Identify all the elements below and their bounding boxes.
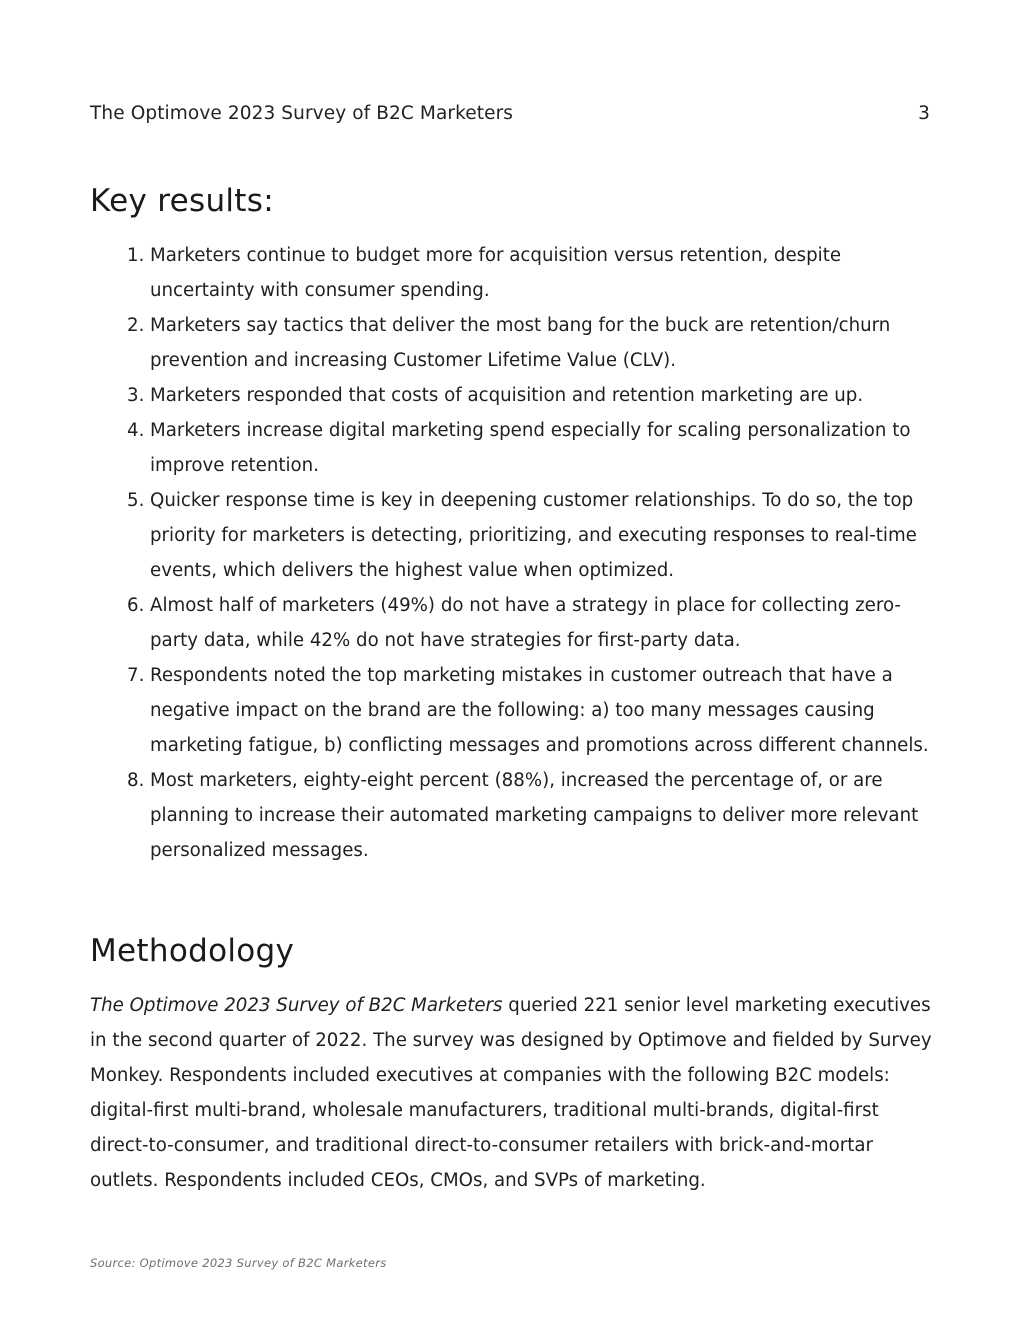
list-item-text: Marketers increase digital marketing spend especially for scaling personalization to improve retention. [150, 420, 911, 476]
list-item-number: 8. [127, 770, 145, 791]
methodology-paragraph [90, 988, 935, 1198]
source-note: Source: Optimove 2023 Survey of B2C Marketers [90, 1256, 387, 1270]
list-item [127, 658, 935, 763]
methodology-heading: Methodology [90, 933, 295, 969]
page-number: 3 [918, 103, 930, 124]
running-header [90, 103, 930, 124]
list-item-text: Marketers continue to budget more for acquisition versus retention, despite uncertainty with consumer spending. [150, 245, 842, 301]
list-item-text: Marketers say tactics that deliver the most bang for the buck are retention/churn prevention and increasing Customer Lifetime Value (CLV). [150, 315, 891, 371]
list-item [127, 308, 935, 378]
key-results-list [127, 238, 935, 868]
list-item [127, 483, 935, 588]
key-results-heading: Key results: [90, 183, 274, 219]
list-item-text: Quicker response time is key in deepening customer relationships. To do so, the top priority for marketers is detecting, prioritizing, and executing responses to real-time events, which delivers the highest value when optimized. [150, 490, 917, 581]
document-title: The Optimove 2023 Survey of B2C Marketers [90, 103, 514, 124]
list-item-text: Marketers responded that costs of acquisition and retention marketing are up. [150, 385, 864, 406]
list-item-text: Respondents noted the top marketing mistakes in customer outreach that have a negative impact on the brand are the following: a) too many messages causing marketing fatigue, b) conflicting messages and promotions across different channels. [150, 665, 929, 756]
methodology-body: queried 221 senior level marketing executives in the second quarter of 2022. The survey was designed by Optimove and fielded by Survey Monkey. Respondents included executives at companies with the following B2C models: digital-first multi-brand, wholesale manufacturers, traditional multi-brands, digital-first direct-to-consumer, and traditional direct-to-consumer retailers with brick-and-mortar outlets. Respondents included CEOs, CMOs, and SVPs of marketing. [90, 995, 932, 1191]
list-item-number: 4. [127, 420, 145, 441]
list-item-number: 1. [127, 245, 145, 266]
list-item-text: Most marketers, eighty-eight percent (88%), increased the percentage of, or are planning to increase their automated marketing campaigns to deliver more relevant personalized messages. [150, 770, 919, 861]
list-item-number: 3. [127, 385, 145, 406]
list-item [127, 238, 935, 308]
list-item-number: 7. [127, 665, 145, 686]
list-item-number: 5. [127, 490, 145, 511]
list-item-number: 6. [127, 595, 145, 616]
list-item [127, 378, 935, 413]
list-item [127, 763, 935, 868]
list-item-text: Almost half of marketers (49%) do not have a strategy in place for collecting zero-party data, while 42% do not have strategies for first-party data. [150, 595, 901, 651]
list-item-number: 2. [127, 315, 145, 336]
list-item [127, 588, 935, 658]
list-item [127, 413, 935, 483]
survey-title-italic: The Optimove 2023 Survey of B2C Marketers [90, 995, 503, 1016]
